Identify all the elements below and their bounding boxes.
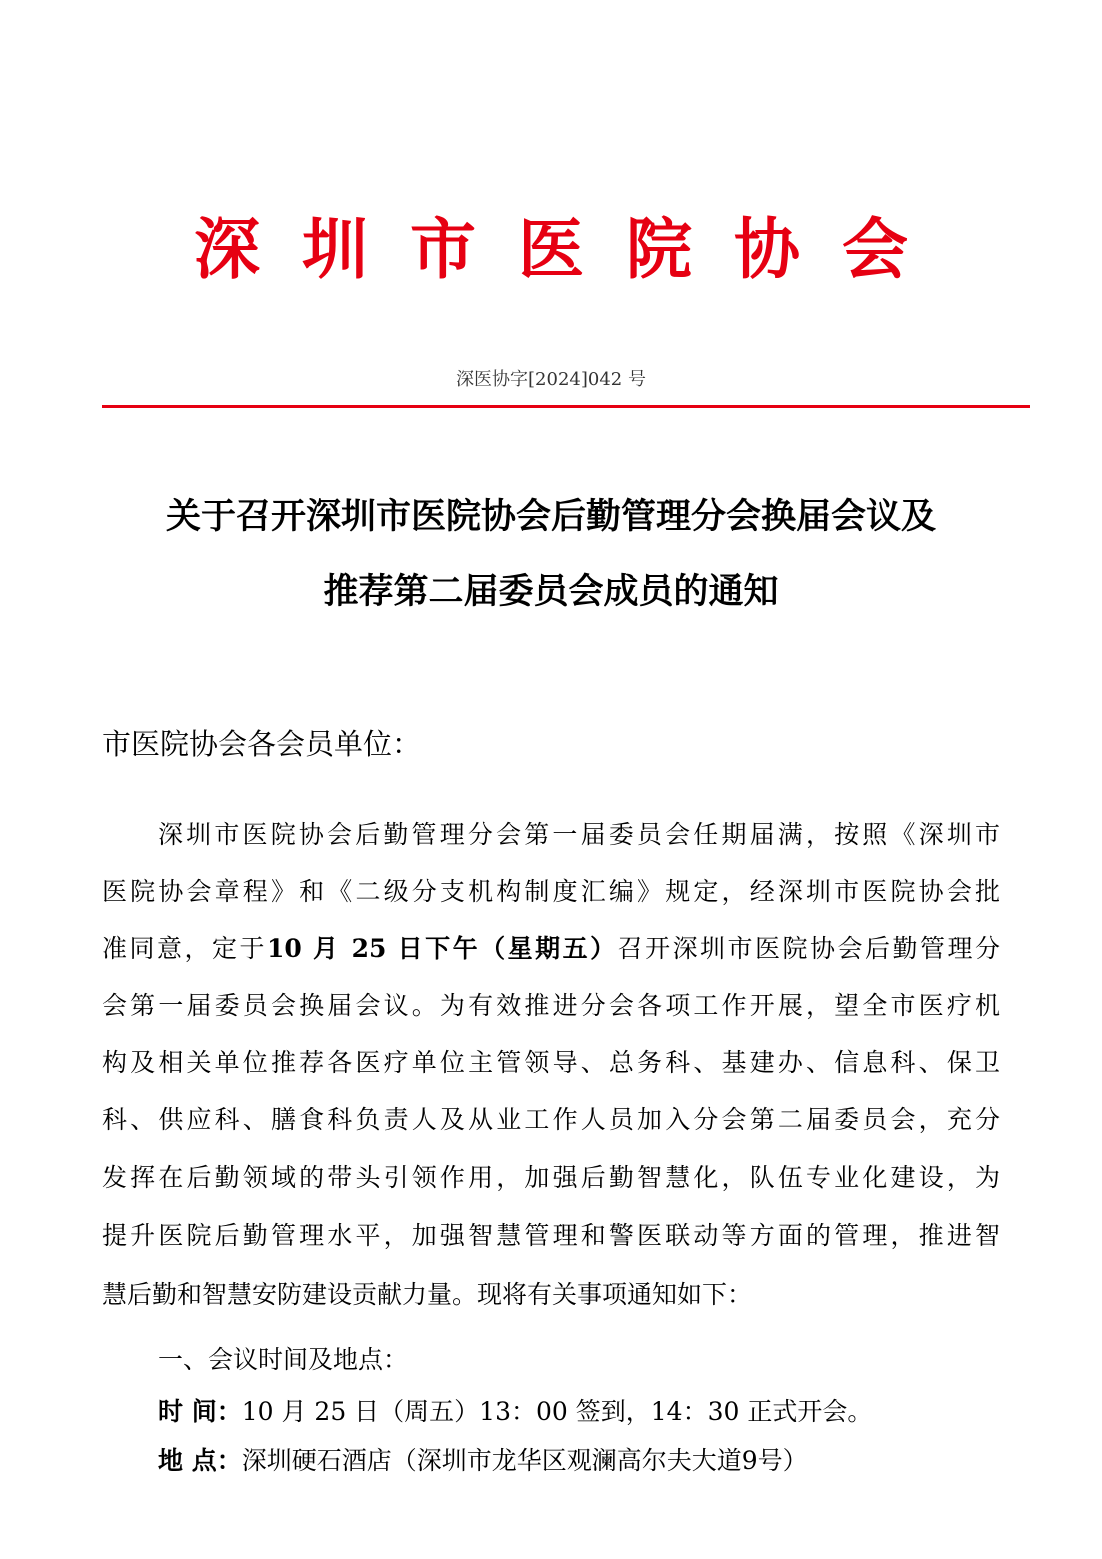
section-heading: 一、会议时间及地点： bbox=[158, 1345, 409, 1374]
organization-title: 深圳市医院协会 bbox=[194, 211, 950, 288]
paragraph-line-9: 慧后勤和智慧安防建设贡献力量。现将有关事项通知如下： bbox=[102, 1280, 753, 1309]
place-value: 深圳硬石酒店（深圳市龙华区观澜高尔夫大道9号） bbox=[241, 1446, 808, 1475]
time-label: 时 间： bbox=[158, 1397, 242, 1426]
document-title-line-2: 推荐第二届委员会成员的通知 bbox=[323, 572, 779, 612]
paragraph-line-4: 会第一届委员会换届会议。为有效推进分会各项工作开展，望全市医疗机 bbox=[102, 991, 1000, 1020]
meeting-date-emphasis: 10 月 25 日下午（星期五） bbox=[266, 934, 618, 963]
paragraph-line-3 bbox=[102, 929, 1000, 969]
document-title-line-1: 关于召开深圳市医院协会后勤管理分会换届会议及 bbox=[165, 497, 936, 537]
place-label: 地 点： bbox=[158, 1446, 242, 1475]
red-divider bbox=[102, 405, 1030, 408]
meeting-place bbox=[158, 1441, 1018, 1481]
paragraph-line-2: 医院协会章程》和《二级分支机构制度汇编》规定，经深圳市医院协会批 bbox=[102, 877, 1000, 906]
paragraph-line-5: 构及相关单位推荐各医疗单位主管领导、总务科、基建办、信息科、保卫 bbox=[102, 1048, 1000, 1077]
time-value: 10 月 25 日（周五）13：00 签到，14：30 正式开会。 bbox=[241, 1397, 873, 1426]
paragraph-line-6: 科、供应科、膳食科负责人及从业工作人员加入分会第二届委员会，充分 bbox=[102, 1105, 1000, 1134]
meeting-time bbox=[158, 1392, 1018, 1432]
paragraph-line-1: 深圳市医院协会后勤管理分会第一届委员会任期届满，按照《深圳市 bbox=[158, 820, 1000, 849]
paragraph-line-8: 提升医院后勤管理水平，加强智慧管理和警医联动等方面的管理，推进智 bbox=[102, 1221, 1000, 1250]
paragraph-line-7: 发挥在后勤领域的带头引领作用，加强后勤智慧化，队伍专业化建设，为 bbox=[102, 1163, 1000, 1192]
paragraph-text: 准同意，定于 bbox=[102, 934, 267, 963]
paragraph-text: 召开深圳市医院协会后勤管理分 bbox=[617, 934, 1000, 963]
salutation: 市医院协会各会员单位： bbox=[102, 727, 422, 761]
document-number: 深医协字[2024]042 号 bbox=[456, 369, 646, 390]
